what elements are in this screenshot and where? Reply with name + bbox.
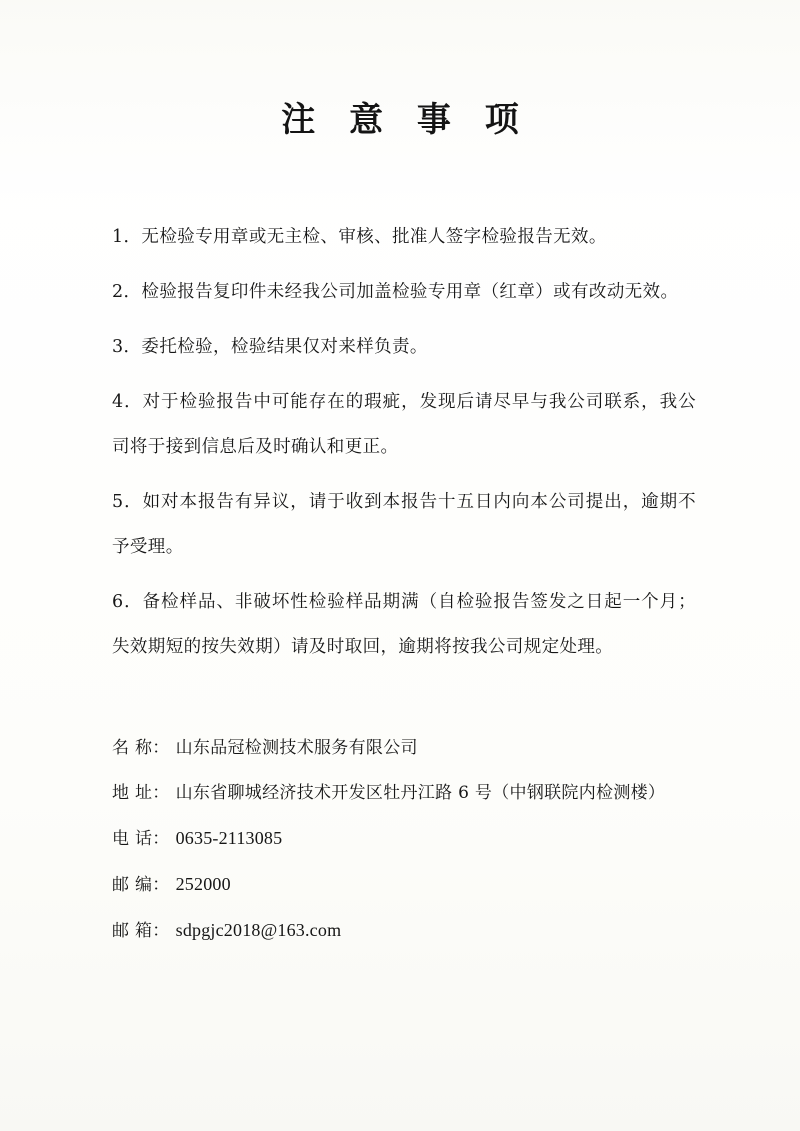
contact-label: 名 称：: [112, 738, 170, 758]
notice-item: 6．备检样品、非破坏性检验样品期满（自检验报告签发之日起一个月；失效期短的按失效期）请及时取回，逾期将按我公司规定处理。: [112, 592, 696, 657]
notice-item: 4．对于检验报告中可能存在的瑕疵，发现后请尽早与我公司联系，我公司将于接到信息后及时确认和更正。: [112, 392, 696, 457]
contact-row-name: [112, 726, 704, 771]
contact-label: 邮 编：: [112, 875, 170, 895]
contact-value: 0635-2113085: [175, 828, 283, 848]
notice-item: 1．无检验专用章或无主检、审核、批准人签字检验报告无效。: [112, 227, 607, 247]
contact-row-email: [112, 908, 704, 954]
contact-row-postcode: [112, 862, 704, 908]
contact-label: 地 址：: [112, 783, 170, 803]
notice-item: 5．如对本报告有异议，请于收到本报告十五日内向本公司提出，逾期不予受理。: [112, 492, 696, 557]
contact-block: [96, 726, 704, 954]
notice-item: 3．委托检验，检验结果仅对来样负责。: [112, 337, 428, 357]
contact-value: 山东品冠检测技术服务有限公司: [175, 738, 418, 758]
contact-value: 山东省聊城经济技术开发区牡丹江路 6 号（中钢联院内检测楼）: [175, 783, 666, 803]
notice-item: 2．检验报告复印件未经我公司加盖检验专用章（红章）或有改动无效。: [112, 282, 679, 302]
contact-value: 252000: [175, 874, 231, 894]
notice-list: [96, 215, 704, 670]
contact-label: 电 话：: [112, 829, 170, 849]
contact-value: sdpgjc2018@163.com: [175, 920, 342, 940]
contact-row-phone: [112, 816, 704, 862]
contact-label: 邮 箱：: [112, 921, 170, 941]
contact-row-address: [112, 771, 704, 816]
page-title: 注 意 事 项: [281, 100, 530, 140]
